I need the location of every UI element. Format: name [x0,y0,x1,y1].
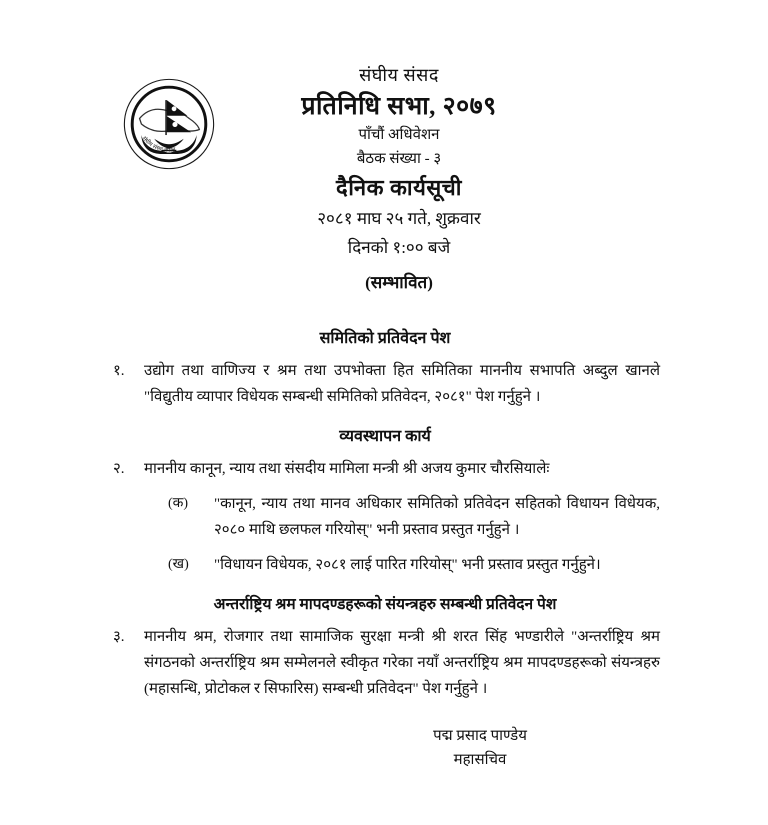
meeting-time: दिनको १:०० बजे [347,238,451,257]
nepal-federal-parliament-seal-icon [123,78,215,170]
signatory-title: महासचिव [453,752,507,768]
agenda-subitem-label: (क) [168,496,189,511]
agenda-subitem-text: "कानून, न्याय तथा मानव अधिकार समितिको प्रतिवेदन सहितको विधायन विधेयक, २०८० माथि छलफल गरियोस्" भनी प्रस्ताव प्रस्तुत गर्नुहुने । [214,496,660,538]
section-heading: समितिको प्रतिवेदन पेश [319,330,451,347]
agenda-item-text: माननीय श्रम, रोजगार तथा सामाजिक सुरक्षा मन्त्री श्री शरत सिंह भण्डारीले "अन्तर्राष्ट्रिय श्रम संगठनको अन्तर्राष्ट्रिय श्रम सम्मेलनले स्वीकृत गरेका नयाँ अन्तर्राष्ट्रिय श्रम मापदण्डहरूको संयन्त्रहरु (महासन्धि, प्रोटोकल र सिफारिस) सम्बन्धी प्रतिवेदन" पेश गर्नुहुने । [144,629,660,697]
tentative-note: (सम्भावित) [365,273,433,292]
meeting-date: २०८१ माघ २५ गते, शुक्रवार [317,209,481,228]
agenda-item [110,624,660,702]
seal-ring-text: संघीय संसद नेपाल [140,135,176,154]
agenda-subitem-label: (ख) [168,557,189,572]
agenda-item [110,456,660,482]
agenda-subitem [110,552,660,578]
section-heading: व्यवस्थापन कार्य [339,428,431,445]
signatory-name: पद्म प्रसाद पाण्डेय [433,728,527,744]
document-header [0,0,768,312]
agenda-item-text: माननीय कानून, न्याय तथा संसदीय मामिला मन्त्री श्री अजय कुमार चौरसियालेः [144,461,550,477]
agenda-content [0,328,768,772]
sitting-number-label: बैठक संख्या - ३ [356,151,442,167]
agenda-subitem [110,491,660,543]
agenda-item-text: उद्योग तथा वाणिज्य र श्रम तथा उपभोक्ता हित समितिका माननीय सभापति अब्दुल खानले "विद्युतीय व्यापार विधेयक सम्बन्धी समितिको प्रतिवेदन, २०८१" पेश गर्नुहुने । [144,363,660,405]
agenda-section [110,426,660,578]
agenda-item-number: ३. [113,629,125,645]
session-label: पाँचौं अधिवेशन [358,127,440,143]
agenda-subitem-text: "विधायन विधेयक, २०८१ लाई पारित गरियोस्" भनी प्रस्ताव प्रस्तुत गर्नुहुने। [214,557,601,573]
signature-block [110,724,660,772]
agenda-section [110,594,660,702]
section-heading: अन्तर्राष्ट्रिय श्रम मापदण्डहरूको संयन्त्रहरु सम्बन्धी प्रतिवेदन पेश [213,596,557,613]
document-title: दैनिक कार्यसूची [336,175,462,200]
agenda-item-number: १. [113,363,125,379]
agenda-item [110,358,660,410]
agenda-item-number: २. [113,461,125,477]
organization-name: संघीय संसद [359,65,439,85]
house-and-year-title: प्रतिनिधि सभा, २०७९ [301,93,497,120]
agenda-section [110,328,660,410]
